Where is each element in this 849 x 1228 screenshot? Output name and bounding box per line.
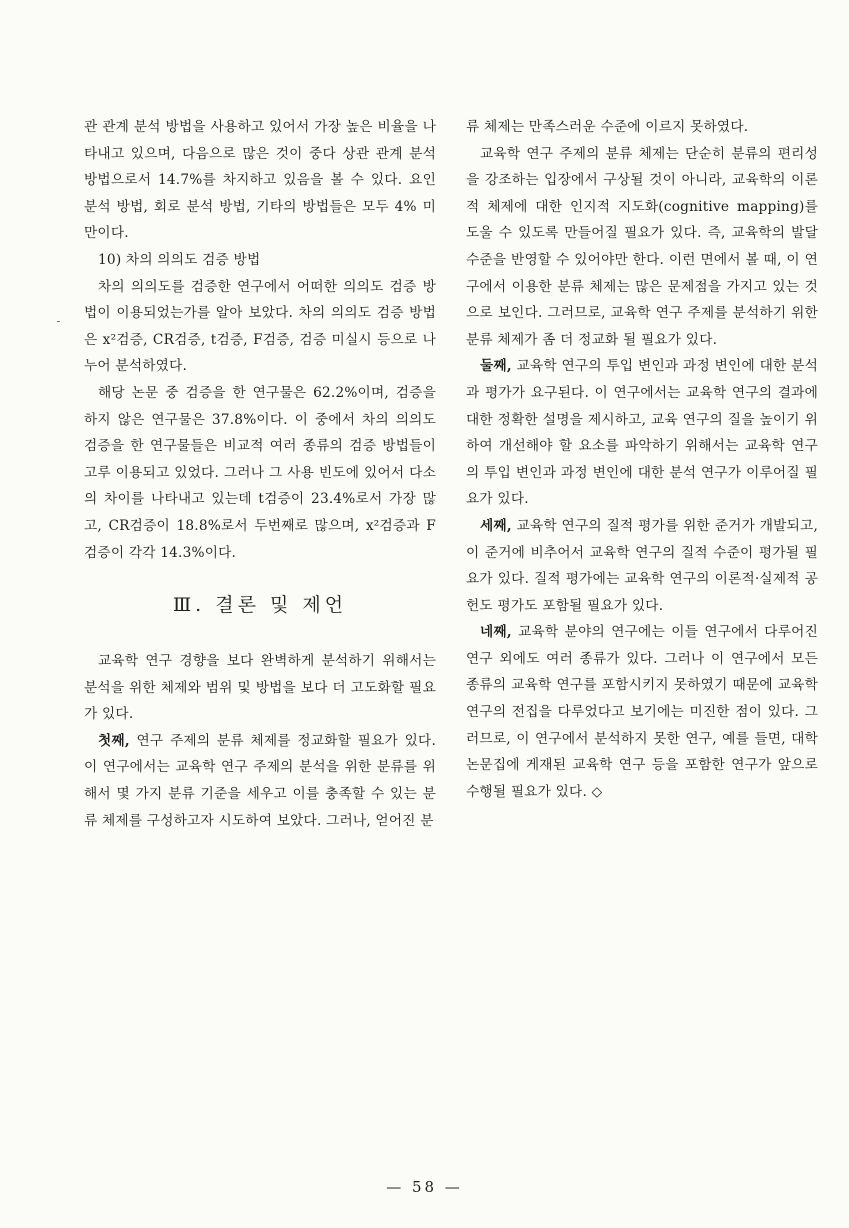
paragraph bbox=[466, 513, 818, 619]
paragraph: 해당 논문 중 검증을 한 연구물은 62.2%이며, 검증을 하지 않은 연구물은 37.8%이다. 이 중에서 차의 의의도 검증을 한 연구물들은 비교적 여러 종류의 검증 방법들이 고루 이용되고 있었다. 그러나 그 사용 빈도에 있어서 다소의 차이를 나타내고 있는데 t검증이 23.4%로서 가장 많고, CR검증이 18.8%로서 두번째로 많으며, x²검증과 F검증이 각각 14.3%이다. bbox=[84, 384, 436, 561]
paragraph: 교육학 연구 경향을 보다 완벽하게 분석하기 위해서는 분석을 위한 체제와 범위 및 방법을 보다 더 고도화할 필요가 있다. bbox=[84, 653, 436, 723]
paragraph bbox=[466, 619, 818, 805]
paragraph: 류 체제는 만족스러운 수준에 이르지 못하였다. bbox=[466, 119, 749, 135]
subsection-heading: 10) 차의 의의도 검증 방법 bbox=[98, 251, 261, 268]
paragraph: 관 관계 분석 방법을 사용하고 있어서 가장 높은 비율을 나타내고 있으며, 다음으로 많은 것이 중다 상관 관계 분석 방법으로서 14.7%를 차지하고 있음을 볼 수 있다. 요인 분석 방법, 회로 분석 방법, 기타의 방법들은 모두 4% 미만이다. bbox=[84, 119, 436, 242]
section-heading: Ⅲ. 결론 및 제언 bbox=[172, 594, 348, 617]
paragraph-text: 교육학 분야의 연구에는 이들 연구에서 다루어진 연구 외에도 여러 종류가 있다. 그러나 이 연구에서 모든 종류의 교육학 연구를 포함시키지 못하였기 때문에 교육학 연구의 전집을 다루었다고 보기에는 미진한 점이 있다. 그러므로, 이 연구에서 분석하지 못한 연구, 예를 들면, 대학 논문집에 게재된 교육학 연구 등을 포함한 연구가 앞으로 수행될 필요가 있다. ◇ bbox=[466, 624, 818, 800]
page-number: — 58 — bbox=[386, 1178, 463, 1196]
paragraph: 교육학 연구 주제의 분류 체제는 단순히 분류의 편리성을 강조하는 입장에서 구상될 것이 아니라, 교육학의 이론적 체제에 대한 인지적 지도화(cognitive mapping)를 도울 수 있도록 만들어질 필요가 있다. 즉, 교육학의 발달 수준을 반영할 수 있어야만 한다. 이런 면에서 볼 때, 이 연구에서 이용한 분류 체제는 많은 문제점을 가지고 있는 것으로 보인다. 그러므로, 교육학 연구 주제를 분석하기 위한 분류 체제가 좀 더 정교화 될 필요가 있다. bbox=[466, 145, 818, 348]
ordinal-lead: 세째, bbox=[480, 517, 512, 534]
paragraph-text: 연구 주제의 분류 체제를 정교화할 필요가 있다. 이 연구에서는 교육학 연구 주제의 분석을 위한 분류를 위해서 몇 가지 분류 기준을 세우고 이를 충족할 수 있는 분류 체제를 구성하고자 시도하여 보았다. 그러나, 얻어진 분 bbox=[84, 732, 436, 829]
ordinal-lead: 첫째, bbox=[98, 732, 130, 749]
right-column bbox=[466, 114, 818, 805]
ordinal-lead: 네째, bbox=[480, 624, 512, 641]
ordinal-lead: 둘째, bbox=[480, 358, 512, 375]
paragraph-text: 교육학 연구의 투입 변인과 과정 변인에 대한 분석과 평가가 요구된다. 이 연구에서는 교육학 연구의 결과에 대한 정확한 설명을 제시하고, 교육 연구의 질을 높이기 위하여 개선해야 할 요소를 파악하기 위해서는 교육학 연구의 투입 변인과 과정 변인에 대한 분석 연구가 이루어질 필요가 있다. bbox=[466, 358, 818, 508]
paragraph: 차의 의의도를 검증한 연구에서 어떠한 의의도 검증 방법이 이용되었는가를 알아 보았다. 차의 의의도 검증 방법은 x²검증, CR검증, t검증, F검증, 검증 미실시 등으로 나누어 분석하였다. bbox=[84, 278, 436, 375]
paragraph bbox=[466, 353, 818, 513]
paragraph bbox=[84, 728, 436, 834]
scan-mark bbox=[57, 321, 60, 322]
left-column bbox=[84, 114, 436, 834]
paragraph-text: 교육학 연구의 질적 평가를 위한 준거가 개발되고, 이 준거에 비추어서 교육학 연구의 질적 수준이 평가될 필요가 있다. 질적 평가에는 교육학 연구의 이론적·실제적 공헌도 평가도 포함될 필요가 있다. bbox=[466, 517, 818, 614]
